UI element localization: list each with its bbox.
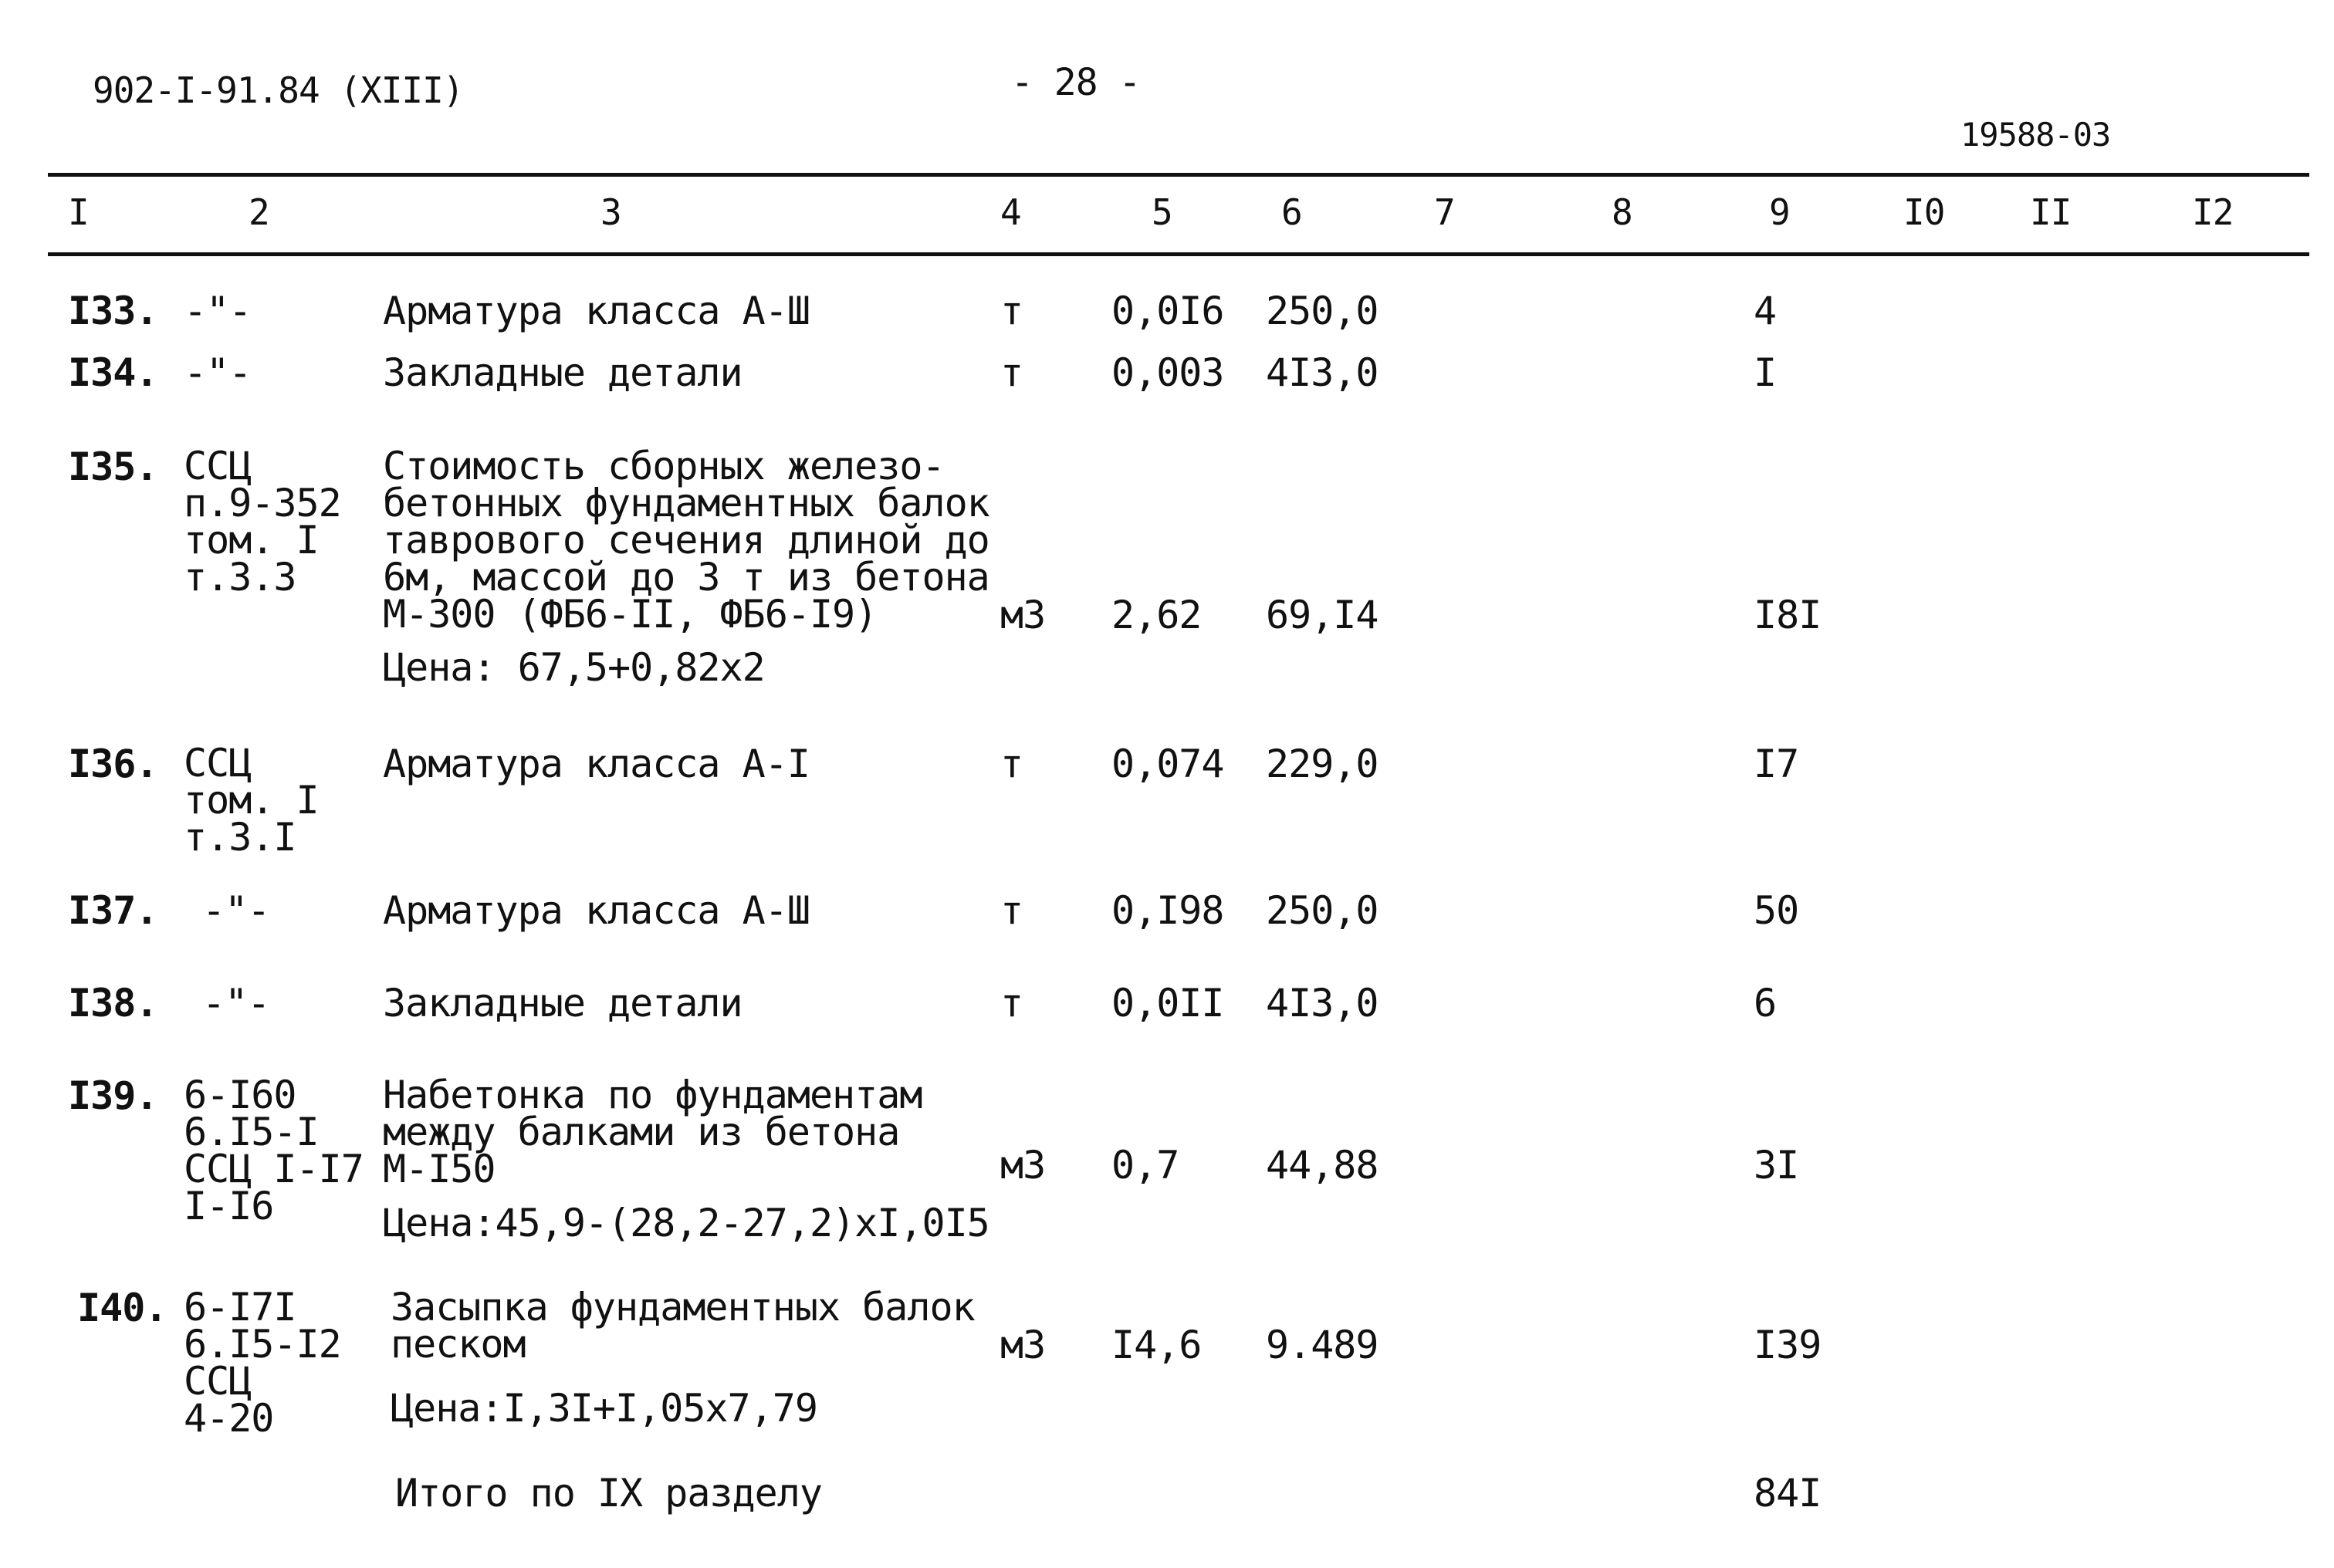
column-header: I2	[2192, 191, 2234, 233]
summary-total: 84I	[1754, 1471, 1822, 1516]
column-header: 4	[1000, 191, 1021, 233]
row-quantity: I4,6	[1111, 1323, 1202, 1367]
row-unit-price: 4I3,0	[1266, 981, 1378, 1026]
row-unit: м3	[1000, 593, 1046, 637]
row-number: I33.	[68, 289, 158, 333]
row-unit: м3	[1000, 1143, 1046, 1188]
column-header: 5	[1152, 191, 1172, 233]
row-unit: т	[1000, 981, 1023, 1026]
row-description: Арматура класса А-I	[383, 742, 810, 786]
row-code: -"-	[202, 888, 270, 933]
row-total: 3I	[1754, 1143, 1799, 1188]
row-number: I38.	[68, 981, 158, 1026]
row-code: -"-	[184, 350, 252, 395]
row-description: Закладные детали	[383, 350, 742, 395]
column-header: II	[2030, 191, 2072, 233]
row-total: I8I	[1754, 593, 1822, 637]
row-total: 6	[1754, 981, 1777, 1026]
row-number: I40.	[77, 1286, 167, 1330]
summary-label: Итого по IX разделу	[395, 1471, 822, 1516]
row-quantity: 0,I98	[1111, 888, 1224, 933]
row-price-note: Цена:45,9-(28,2-27,2)хI,0I5	[383, 1201, 989, 1245]
column-header: I	[68, 191, 89, 233]
row-unit-price: 250,0	[1266, 289, 1378, 333]
row-code: 6-I7I 6.I5-I2 ССЦ 4-20	[184, 1285, 341, 1441]
header-rule-top	[48, 173, 2309, 177]
inventory-number: 19588-03	[1960, 116, 2111, 154]
row-total: 50	[1754, 888, 1799, 933]
row-quantity: 0,0I6	[1111, 289, 1224, 333]
row-price-note: Цена: 67,5+0,82х2	[383, 645, 765, 690]
column-header: 9	[1769, 191, 1790, 233]
row-quantity: 0,074	[1111, 742, 1224, 786]
column-header: 2	[249, 191, 269, 233]
header-rule-bottom	[48, 252, 2309, 256]
row-total: I39	[1754, 1323, 1822, 1367]
column-header: 3	[600, 191, 621, 233]
row-quantity: 0,003	[1111, 350, 1224, 395]
row-unit-price: 69,I4	[1266, 593, 1378, 637]
row-code: -"-	[202, 981, 270, 1026]
row-description: Арматура класса А-Ш	[383, 289, 810, 333]
row-number: I37.	[68, 888, 158, 933]
column-header: 6	[1281, 191, 1302, 233]
column-header: 8	[1612, 191, 1632, 233]
row-total: 4	[1754, 289, 1777, 333]
row-quantity: 0,7	[1111, 1143, 1179, 1188]
row-price-note: Цена:I,3I+I,05х7,79	[391, 1386, 817, 1431]
row-unit-price: 44,88	[1266, 1143, 1378, 1188]
row-code: ССЦ п.9-352 том. I т.3.3	[184, 444, 341, 600]
row-unit: т	[1000, 742, 1023, 786]
row-unit: м3	[1000, 1323, 1046, 1367]
column-header: 7	[1434, 191, 1455, 233]
row-unit-price: 229,0	[1266, 742, 1378, 786]
row-code: -"-	[184, 289, 252, 333]
row-description: Засыпка фундаментных балок песком	[391, 1285, 975, 1367]
row-total: I7	[1754, 742, 1799, 786]
row-unit-price: 9.489	[1266, 1323, 1378, 1367]
row-number: I36.	[68, 742, 158, 786]
page-number: - 28 -	[1011, 61, 1141, 104]
row-unit: т	[1000, 289, 1023, 333]
column-header: I0	[1903, 191, 1945, 233]
row-total: I	[1754, 350, 1777, 395]
row-unit-price: 250,0	[1266, 888, 1378, 933]
row-quantity: 0,0II	[1111, 981, 1224, 1026]
row-code: 6-I60 6.I5-I ССЦ I-I7 I-I6	[184, 1073, 364, 1228]
row-unit: т	[1000, 350, 1023, 395]
row-description: Арматура класса А-Ш	[383, 888, 810, 933]
row-description: Закладные детали	[383, 981, 742, 1026]
row-code: ССЦ том. I т.3.I	[184, 741, 319, 860]
row-description: Стоимость сборных железо- бетонных фундаментных балок таврового сечения длиной до 6м, массой до 3 т из бетона М-300 (ФБ6-II, ФБ6-I9)	[383, 444, 989, 637]
row-quantity: 2,62	[1111, 593, 1202, 637]
row-description: Набетонка по фундаментам между балками из бетона М-I50	[383, 1073, 922, 1191]
document-code: 902-I-91.84 (XIII)	[93, 69, 464, 111]
row-unit-price: 4I3,0	[1266, 350, 1378, 395]
row-unit: т	[1000, 888, 1023, 933]
row-number: I34.	[68, 350, 158, 395]
row-number: I35.	[68, 444, 158, 489]
row-number: I39.	[68, 1073, 158, 1118]
